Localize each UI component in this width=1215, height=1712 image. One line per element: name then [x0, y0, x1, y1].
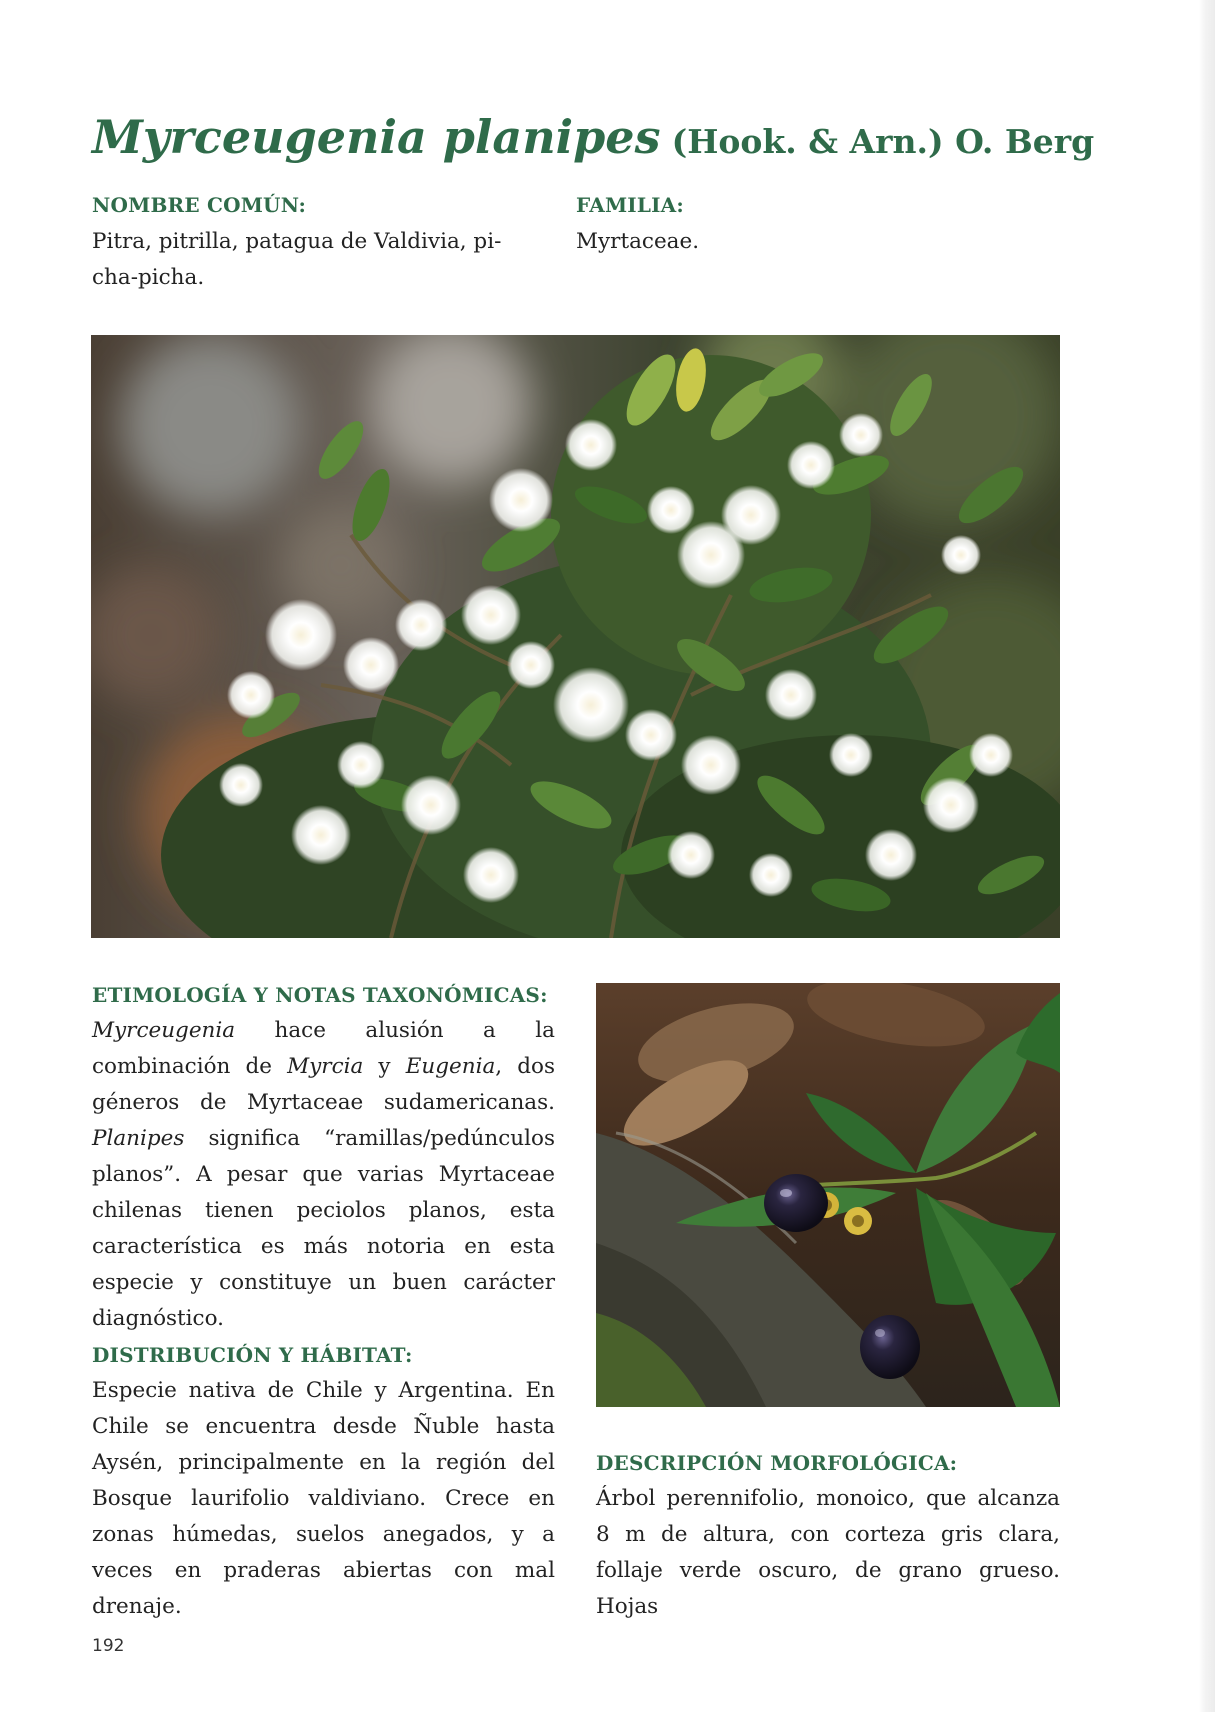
- distribution-text: Especie nativa de Chile y Argentina. En Chile se encuentra desde Ñuble hasta Aysén, principalmente en la región del Bosque laurifolio valdiviano. Crece en zonas húmedas, suelos anegados, y a veces en praderas abiertas con mal drenaje.: [92, 1378, 555, 1619]
- page-title: [92, 110, 1152, 165]
- scientific-name: Myrceugenia planipes: [92, 110, 661, 164]
- etymology-text: [92, 1013, 555, 1337]
- myrcia-name: Myrcia: [287, 1054, 364, 1079]
- etymology-text-part: significa “ramillas/pedúnculos planos”. A pesar que varias Myrtaceae chilenas tienen peciolos planos, esta característica es más notoria en esta especie y constituye un buen carácter diagnóstico.: [92, 1126, 555, 1331]
- family-label: FAMILIA:: [576, 193, 684, 217]
- common-name-line-1: Pitra, pitrilla, patagua de Valdivia, pi-: [92, 229, 502, 254]
- distribution-label: DISTRIBUCIÓN Y HÁBITAT:: [92, 1343, 413, 1367]
- page-edge-shadow: [1199, 0, 1215, 1712]
- page-number: 192: [92, 1636, 125, 1656]
- etymology-text-part: hace alusión a la combinación de: [92, 1018, 555, 1079]
- species-authority: (Hook. & Arn.) O. Berg: [671, 122, 1095, 161]
- eugenia-name: Eugenia: [405, 1054, 496, 1079]
- common-name-value: [92, 224, 532, 296]
- genus-name: Myrceugenia: [92, 1018, 236, 1043]
- common-name-label: NOMBRE COMÚN:: [92, 193, 307, 217]
- etymology-text-part: , dos géneros de Myrtaceae sudamericanas.: [92, 1054, 555, 1115]
- flowering-branch-photo: [91, 335, 1060, 938]
- etymology-label: ETIMOLOGÍA Y NOTAS TAXONÓMICAS:: [92, 983, 548, 1007]
- planipes-name: Planipes: [92, 1126, 185, 1151]
- morphology-label: DESCRIPCIÓN MORFOLÓGICA:: [596, 1451, 958, 1475]
- family-value: Myrtaceae.: [576, 229, 700, 254]
- fruit-and-leaves-photo: [596, 983, 1060, 1407]
- common-name-line-2: cha-picha.: [92, 265, 205, 290]
- morphology-text: Árbol perennifolio, monoico, que alcanza 8 m de altura, con corteza gris clara, follaje verde oscuro, de grano grueso. Hojas: [596, 1486, 1060, 1619]
- etymology-text-part: y: [363, 1054, 406, 1079]
